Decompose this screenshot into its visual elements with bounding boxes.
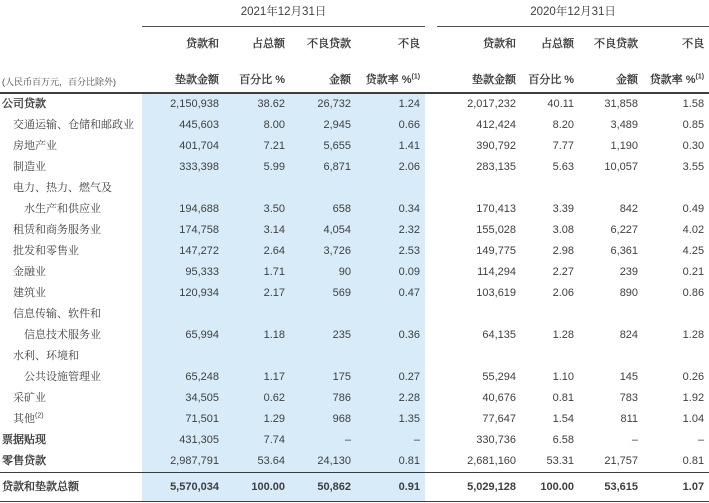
row-label-text: 水生产和供应业 xyxy=(24,203,101,216)
value-cell-2020: 1.04 xyxy=(682,413,705,426)
value-cell-2021: 333,398 xyxy=(142,157,224,178)
footnote-marker-1: (1) xyxy=(411,73,421,81)
value-cell-2021: 2,150,938 xyxy=(142,93,224,115)
value-cell-2020: 0.49 xyxy=(682,203,705,216)
value-cell-2021 xyxy=(356,346,425,367)
column-gap xyxy=(425,325,437,346)
value-cell-2020: 40,676 xyxy=(482,392,517,405)
value-cell-2020 xyxy=(643,178,709,199)
column-gap xyxy=(425,388,437,409)
value-cell-2020: 1.10 xyxy=(552,371,575,384)
value-cell-2021: 6,871 xyxy=(290,157,356,178)
value-cell-2020: 5.63 xyxy=(552,161,575,174)
value-cell-2021: 2,945 xyxy=(290,115,356,136)
value-cell-2021: 658 xyxy=(290,199,356,220)
value-cell-2021: 569 xyxy=(290,283,356,304)
period-2020-title: 2020年12月31日 xyxy=(437,0,709,27)
row-label-text: 建筑业 xyxy=(13,287,46,300)
row-label-text: 零售贷款 xyxy=(2,455,46,468)
value-cell-2021: 1.18 xyxy=(224,325,290,346)
value-cell-2021: 431,305 xyxy=(142,430,224,451)
row-label xyxy=(0,325,142,346)
col-header-loans-2020: 贷款和 xyxy=(483,38,517,51)
header-spacer xyxy=(0,0,142,27)
value-cell-2021: 4,054 xyxy=(290,220,356,241)
value-cell-2020: 390,792 xyxy=(476,140,517,153)
value-cell-2020: 6,227 xyxy=(610,224,639,237)
value-cell-2020: 3.08 xyxy=(552,224,575,237)
row-label-text: 电力、热力、燃气及 xyxy=(13,182,112,195)
column-gap xyxy=(425,136,437,157)
value-cell-2021: 2.06 xyxy=(356,157,425,178)
value-cell-2021: 120,934 xyxy=(142,283,224,304)
column-gap xyxy=(425,178,437,199)
column-gap xyxy=(425,367,437,388)
value-cell-2020: 1.92 xyxy=(682,392,705,405)
column-gap xyxy=(425,304,437,325)
value-cell-2021: 1.17 xyxy=(224,367,290,388)
table-row xyxy=(0,367,709,388)
value-cell-2021: 174,758 xyxy=(142,220,224,241)
table-row xyxy=(0,409,709,430)
value-cell-2021: 401,704 xyxy=(142,136,224,157)
value-cell-2021 xyxy=(290,346,356,367)
value-cell-2020: 3.55 xyxy=(682,161,705,174)
value-cell-2021: 147,272 xyxy=(142,241,224,262)
value-cell-2021: 50,862 xyxy=(290,473,356,502)
column-gap xyxy=(425,0,437,27)
value-cell-2021: 194,688 xyxy=(142,199,224,220)
value-cell-2021: 0.66 xyxy=(356,115,425,136)
column-gap xyxy=(425,262,437,283)
table-body xyxy=(0,93,709,502)
value-cell-2020: 330,736 xyxy=(476,434,517,447)
value-cell-2021 xyxy=(356,304,425,325)
footnote-marker-1: (1) xyxy=(695,73,705,81)
column-gap xyxy=(425,451,437,473)
value-cell-2021 xyxy=(142,178,224,199)
table-row xyxy=(0,220,709,241)
value-cell-2021: 235 xyxy=(290,325,356,346)
col-header-loans-2021: 垫款金额 xyxy=(142,53,224,93)
value-cell-2020: 53.31 xyxy=(546,455,575,468)
value-cell-2020: 283,135 xyxy=(476,161,517,174)
value-cell-2020: 239 xyxy=(619,266,639,279)
col-header-nplratio-2021: 不良 xyxy=(398,38,421,51)
value-cell-2021 xyxy=(142,304,224,325)
value-cell-2020: 1.07 xyxy=(643,473,709,502)
table-row xyxy=(0,430,709,451)
col-header-nplratio-2021 xyxy=(356,53,425,93)
column-gap xyxy=(425,115,437,136)
total-row xyxy=(0,473,709,502)
table-row xyxy=(0,304,709,325)
value-cell-2021: 3.14 xyxy=(224,220,290,241)
value-cell-2020 xyxy=(579,304,643,325)
value-cell-2020 xyxy=(437,304,521,325)
row-label xyxy=(0,157,142,178)
value-cell-2020: 0.85 xyxy=(682,119,705,132)
column-gap xyxy=(425,430,437,451)
value-cell-2021: – xyxy=(356,430,425,451)
value-cell-2020 xyxy=(521,304,579,325)
subheader-line2 xyxy=(0,53,709,93)
value-cell-2020: 55,294 xyxy=(482,371,517,384)
col-header-npl-2020: 不良贷款 xyxy=(594,38,639,51)
value-cell-2020: 114,294 xyxy=(477,266,517,279)
row-label-text: 信息技术服务业 xyxy=(24,329,101,342)
row-label-text: 其他 xyxy=(13,413,35,426)
value-cell-2020 xyxy=(521,178,579,199)
col-header-pct-2021: 占总额 xyxy=(252,38,285,51)
value-cell-2020 xyxy=(643,346,709,367)
column-gap xyxy=(425,241,437,262)
value-cell-2020 xyxy=(579,346,643,367)
value-cell-2020: 2,017,232 xyxy=(467,98,517,111)
value-cell-2021 xyxy=(142,346,224,367)
value-cell-2021: 38.62 xyxy=(224,93,290,115)
col-header-loans-2021: 贷款和 xyxy=(186,38,219,51)
value-cell-2020: 100.00 xyxy=(521,473,579,502)
value-cell-2021: 2.53 xyxy=(356,241,425,262)
value-cell-2020: 1.28 xyxy=(552,329,575,342)
row-label-text: 批发和零售业 xyxy=(13,245,79,258)
table-row xyxy=(0,178,709,199)
value-cell-2021: 3,726 xyxy=(290,241,356,262)
value-cell-2021: 0.91 xyxy=(356,473,425,502)
value-cell-2020: 6,361 xyxy=(610,245,639,258)
value-cell-2020: 2,681,160 xyxy=(467,455,517,468)
value-cell-2020: 4.02 xyxy=(682,224,705,237)
row-label-text: 制造业 xyxy=(13,161,46,174)
value-cell-2020: 824 xyxy=(619,329,639,342)
period-2021-title: 2021年12月31日 xyxy=(142,0,425,27)
row-label xyxy=(0,367,142,388)
table-row xyxy=(0,283,709,304)
value-cell-2020: 53,615 xyxy=(579,473,643,502)
value-cell-2021: 0.34 xyxy=(356,199,425,220)
value-cell-2021: 0.27 xyxy=(356,367,425,388)
value-cell-2020 xyxy=(437,346,521,367)
col-header-pct-2020: 占总额 xyxy=(541,38,575,51)
table-row xyxy=(0,346,709,367)
value-cell-2020: 155,028 xyxy=(476,224,517,237)
value-cell-2021 xyxy=(290,178,356,199)
value-cell-2021: 65,994 xyxy=(142,325,224,346)
value-cell-2021: 26,732 xyxy=(290,93,356,115)
value-cell-2021: 1.35 xyxy=(356,409,425,430)
row-label xyxy=(0,262,142,283)
row-label xyxy=(0,199,142,220)
col-header-nplratio-2020 xyxy=(643,53,709,93)
value-cell-2020: – xyxy=(697,434,705,447)
value-cell-2021: 53.64 xyxy=(224,451,290,473)
value-cell-2021: 2,987,791 xyxy=(142,451,224,473)
row-label xyxy=(0,115,142,136)
row-label xyxy=(0,430,142,451)
table-row xyxy=(0,157,709,178)
column-gap xyxy=(425,199,437,220)
value-cell-2020: 1.58 xyxy=(682,98,705,111)
value-cell-2021 xyxy=(224,346,290,367)
value-cell-2021: 1.29 xyxy=(224,409,290,430)
value-cell-2021: 8.00 xyxy=(224,115,290,136)
value-cell-2021: 1.41 xyxy=(356,136,425,157)
value-cell-2020: 2.98 xyxy=(552,245,575,258)
value-cell-2021: 0.62 xyxy=(224,388,290,409)
value-cell-2021: 0.81 xyxy=(356,451,425,473)
value-cell-2020: 149,775 xyxy=(476,245,517,258)
value-cell-2021: 968 xyxy=(290,409,356,430)
row-label-text: 水利、环境和 xyxy=(13,350,79,363)
column-gap xyxy=(425,473,437,502)
column-gap xyxy=(425,93,437,115)
row-label-text: 采矿业 xyxy=(13,392,46,405)
row-label-text: 信息传输、软件和 xyxy=(13,308,101,321)
value-cell-2020: 842 xyxy=(619,203,639,216)
row-label-text: 公司贷款 xyxy=(2,98,46,111)
value-cell-2021: 7.74 xyxy=(224,430,290,451)
value-cell-2020: 103,619 xyxy=(476,287,517,300)
column-gap xyxy=(425,283,437,304)
row-label xyxy=(0,451,142,473)
value-cell-2020: 783 xyxy=(619,392,639,405)
value-cell-2021: 0.47 xyxy=(356,283,425,304)
value-cell-2021: 0.36 xyxy=(356,325,425,346)
value-cell-2020: 170,413 xyxy=(476,203,517,216)
value-cell-2020: 64,135 xyxy=(482,329,517,342)
row-label xyxy=(0,136,142,157)
value-cell-2021: 1.24 xyxy=(356,93,425,115)
table-row xyxy=(0,241,709,262)
value-cell-2021: 95,333 xyxy=(142,262,224,283)
value-cell-2021: – xyxy=(290,430,356,451)
unit-note: (人民币百万元，百分比除外) xyxy=(0,53,142,93)
value-cell-2020: 1.28 xyxy=(682,329,705,342)
col-header-label: 贷款率 % xyxy=(365,74,412,87)
column-gap xyxy=(425,53,437,93)
value-cell-2020 xyxy=(437,178,521,199)
col-header-npl-2020: 金额 xyxy=(579,53,643,93)
value-cell-2021: 786 xyxy=(290,388,356,409)
value-cell-2021: 3.50 xyxy=(224,199,290,220)
footnote-marker-2: (2) xyxy=(35,412,44,420)
value-cell-2021: 2.64 xyxy=(224,241,290,262)
value-cell-2020: 0.30 xyxy=(682,140,705,153)
value-cell-2020: 145 xyxy=(619,371,639,384)
col-header-loans-2020: 垫款金额 xyxy=(437,53,521,93)
value-cell-2020: 2.27 xyxy=(552,266,575,279)
col-header-npl-2021: 不良贷款 xyxy=(307,38,351,51)
value-cell-2020: 31,858 xyxy=(604,98,639,111)
value-cell-2020: 10,057 xyxy=(604,161,639,174)
value-cell-2021: 1.71 xyxy=(224,262,290,283)
table-row xyxy=(0,325,709,346)
value-cell-2021: 5.99 xyxy=(224,157,290,178)
value-cell-2021: 100.00 xyxy=(224,473,290,502)
value-cell-2021: 0.09 xyxy=(356,262,425,283)
row-label-text: 公共设施管理业 xyxy=(24,371,101,384)
value-cell-2020: 7.77 xyxy=(552,140,575,153)
table-row xyxy=(0,388,709,409)
value-cell-2020: 2.06 xyxy=(552,287,575,300)
value-cell-2020: 1.54 xyxy=(552,413,575,426)
column-gap xyxy=(425,27,437,54)
value-cell-2021: 175 xyxy=(290,367,356,388)
row-label-text: 房地产业 xyxy=(13,140,57,153)
value-cell-2020: 77,647 xyxy=(482,413,517,426)
row-label xyxy=(0,178,142,199)
value-cell-2020: 0.21 xyxy=(682,266,705,279)
table-header xyxy=(0,0,709,93)
row-label-text: 票据贴现 xyxy=(2,434,46,447)
value-cell-2020: – xyxy=(631,434,639,447)
value-cell-2020: 3.39 xyxy=(552,203,575,216)
table-row xyxy=(0,93,709,115)
value-cell-2020 xyxy=(643,304,709,325)
value-cell-2020: 4.25 xyxy=(682,245,705,258)
value-cell-2020: 1,190 xyxy=(610,140,639,153)
row-label xyxy=(0,283,142,304)
value-cell-2020 xyxy=(579,178,643,199)
value-cell-2021: 5,655 xyxy=(290,136,356,157)
row-label xyxy=(0,93,142,115)
value-cell-2021: 7.21 xyxy=(224,136,290,157)
value-cell-2020: 0.81 xyxy=(682,455,705,468)
row-label-text: 金融业 xyxy=(13,266,46,279)
value-cell-2021: 65,248 xyxy=(142,367,224,388)
value-cell-2021 xyxy=(290,304,356,325)
table-row xyxy=(0,136,709,157)
value-cell-2020: 0.81 xyxy=(552,392,575,405)
column-gap xyxy=(425,409,437,430)
col-header-nplratio-2020: 不良 xyxy=(682,38,705,51)
table-row xyxy=(0,199,709,220)
value-cell-2021: 71,501 xyxy=(142,409,224,430)
row-label-text: 交通运输、仓储和邮政业 xyxy=(13,119,134,132)
value-cell-2020: 0.26 xyxy=(682,371,705,384)
value-cell-2020: 3,489 xyxy=(610,119,639,132)
value-cell-2020: 5,029,128 xyxy=(437,473,521,502)
row-label xyxy=(0,304,142,325)
value-cell-2021 xyxy=(356,178,425,199)
value-cell-2020: 40.11 xyxy=(547,98,575,111)
value-cell-2020: 21,757 xyxy=(604,455,639,468)
col-header-npl-2021: 金额 xyxy=(290,53,356,93)
row-label-text: 租赁和商务服务业 xyxy=(13,224,101,237)
value-cell-2021 xyxy=(224,178,290,199)
value-cell-2020: 412,424 xyxy=(476,119,517,132)
row-label xyxy=(0,346,142,367)
value-cell-2020 xyxy=(521,346,579,367)
column-gap xyxy=(425,157,437,178)
column-gap xyxy=(425,346,437,367)
row-label xyxy=(0,409,142,430)
column-gap xyxy=(425,220,437,241)
value-cell-2020: 6.58 xyxy=(552,434,575,447)
value-cell-2021: 2.32 xyxy=(356,220,425,241)
value-cell-2021: 2.17 xyxy=(224,283,290,304)
value-cell-2021: 34,505 xyxy=(142,388,224,409)
value-cell-2021: 445,603 xyxy=(142,115,224,136)
col-header-pct-2020: 百分比 % xyxy=(521,53,579,93)
subheader-line1 xyxy=(0,27,709,54)
table-row xyxy=(0,115,709,136)
value-cell-2020: 811 xyxy=(620,413,639,426)
value-cell-2020: 8.20 xyxy=(552,119,575,132)
value-cell-2020: 0.86 xyxy=(682,287,705,300)
value-cell-2021 xyxy=(224,304,290,325)
value-cell-2020: 890 xyxy=(619,287,639,300)
row-label xyxy=(0,473,142,502)
value-cell-2021: 5,570,034 xyxy=(142,473,224,502)
value-cell-2021: 90 xyxy=(290,262,356,283)
col-header-label: 贷款率 % xyxy=(649,74,696,87)
table-row xyxy=(0,451,709,473)
value-cell-2021: 2.28 xyxy=(356,388,425,409)
header-spacer xyxy=(0,27,142,54)
row-label xyxy=(0,220,142,241)
row-label-text: 贷款和垫款总额 xyxy=(2,480,79,493)
row-label xyxy=(0,241,142,262)
value-cell-2021: 24,130 xyxy=(290,451,356,473)
table-row xyxy=(0,262,709,283)
col-header-pct-2021: 百分比 % xyxy=(224,53,290,93)
row-label xyxy=(0,388,142,409)
group-title-row xyxy=(0,0,709,27)
